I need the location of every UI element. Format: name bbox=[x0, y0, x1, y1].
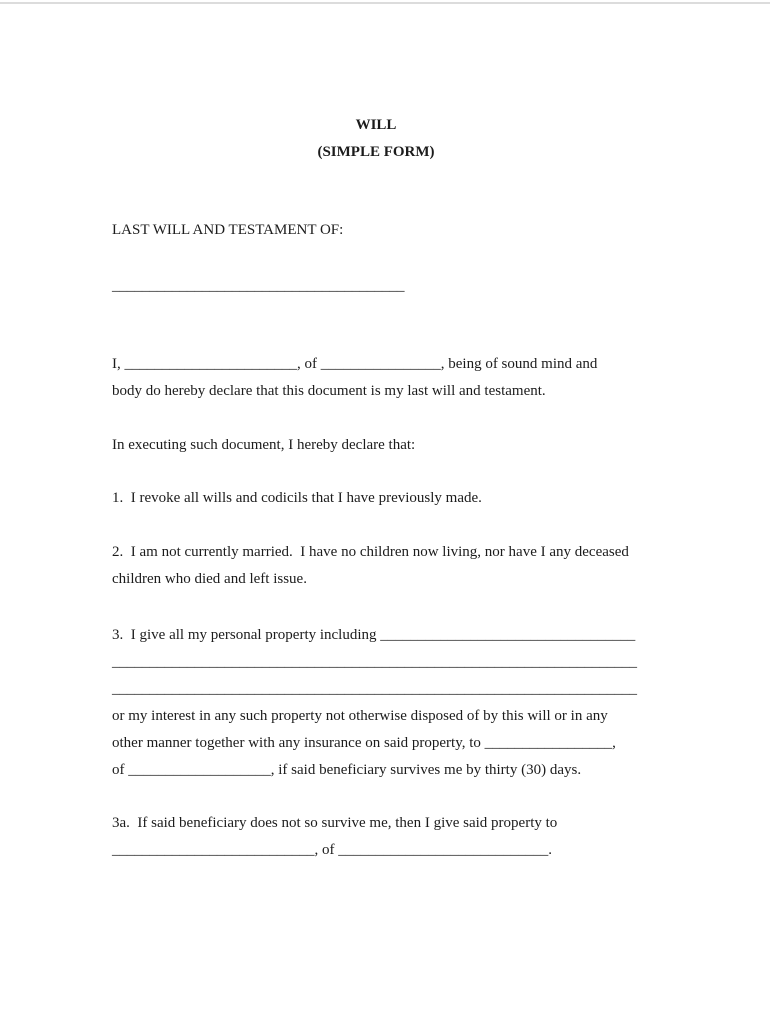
declaration-line: In executing such document, I hereby declare that: bbox=[112, 437, 416, 453]
clause-3-line-1: 3. I give all my personal property including __________________________________ bbox=[112, 627, 636, 643]
clause-3a bbox=[112, 810, 670, 864]
clause-3-blank-line-2: ______________________________________________________________________ bbox=[112, 681, 637, 697]
scan-edge-line bbox=[0, 2, 770, 4]
clause-3a-line-2: ___________________________, of ____________________________. bbox=[112, 842, 552, 858]
clause-3-blank-line-1: ______________________________________________________________________ bbox=[112, 654, 637, 670]
clause-2 bbox=[112, 539, 670, 593]
clause-2-line-1: 2. I am not currently married. I have no children now living, nor have I any deceased bbox=[112, 544, 629, 560]
clause-3 bbox=[112, 622, 670, 784]
testator-name-blank-line: _______________________________________ bbox=[112, 278, 405, 294]
clause-2-line-2: children who died and left issue. bbox=[112, 571, 307, 587]
clause-3-line-4: or my interest in any such property not otherwise disposed of by this will or in any bbox=[112, 708, 608, 724]
intro-line-1: I, _______________________, of ________________, being of sound mind and bbox=[112, 356, 598, 372]
title-line-will: WILL bbox=[355, 117, 397, 133]
clause-3-line-5: other manner together with any insurance on said property, to _________________, bbox=[112, 735, 616, 751]
last-will-heading: LAST WILL AND TESTAMENT OF: bbox=[112, 222, 344, 238]
intro-line-2: body do hereby declare that this document is my last will and testament. bbox=[112, 383, 546, 399]
clause-3-line-6: of ___________________, if said beneficiary survives me by thirty (30) days. bbox=[112, 762, 582, 778]
title-line-simple-form: (SIMPLE FORM) bbox=[317, 144, 435, 160]
document-title bbox=[103, 112, 649, 166]
intro-paragraph bbox=[112, 351, 670, 405]
clause-1: 1. I revoke all wills and codicils that I have previously made. bbox=[112, 490, 482, 506]
clause-3a-line-1: 3a. If said beneficiary does not so survive me, then I give said property to bbox=[112, 815, 558, 831]
